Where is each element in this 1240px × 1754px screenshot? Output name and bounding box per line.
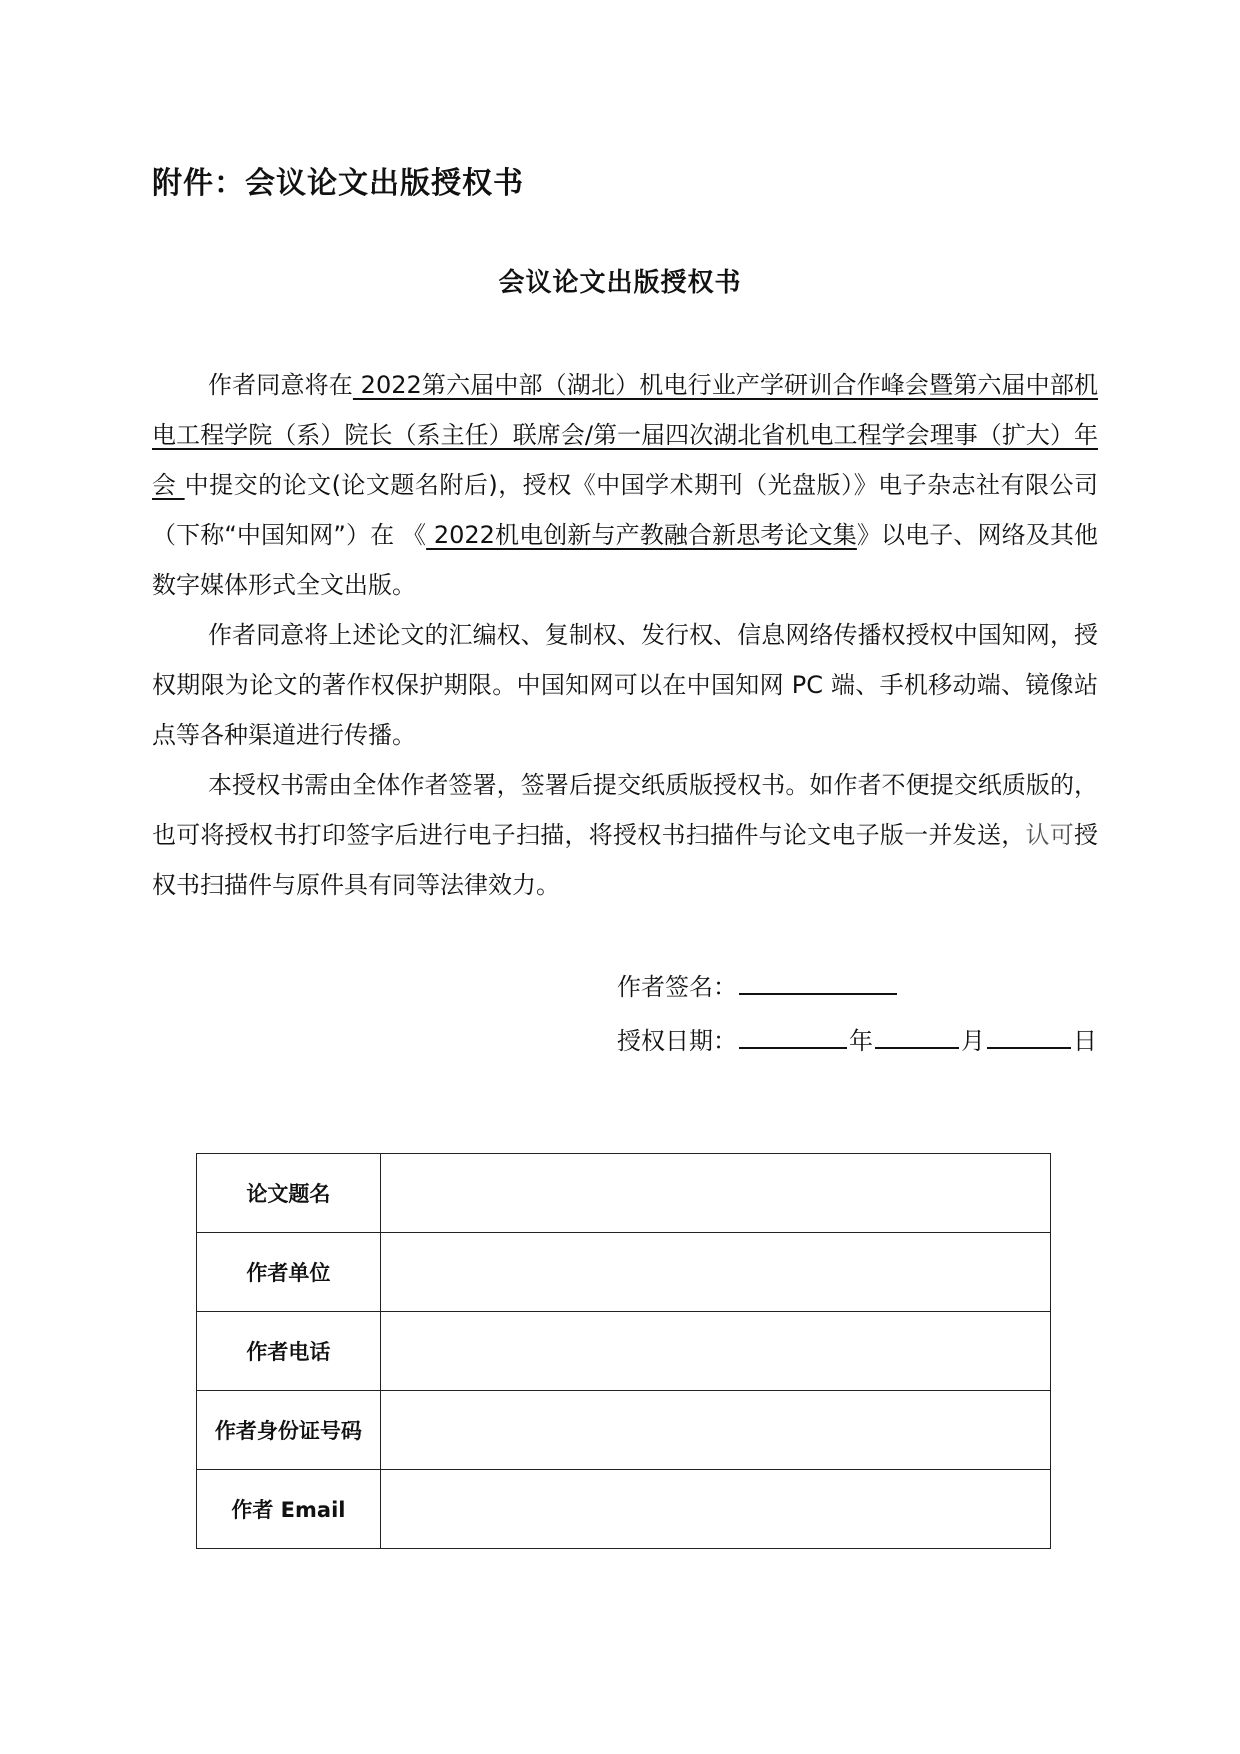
collection-name: 2022机电创新与产教融合新思考论文集 (426, 521, 857, 549)
table-row (197, 1233, 1051, 1312)
signer-row (617, 960, 1097, 1014)
author-phone-label: 作者电话 (197, 1312, 381, 1391)
month-blank[interactable] (875, 1021, 959, 1049)
date-row (617, 1014, 1097, 1068)
table-row (197, 1391, 1051, 1470)
author-email-field[interactable] (380, 1470, 1050, 1549)
paper-title-label: 论文题名 (197, 1154, 381, 1233)
paragraph-1-end: 》以电子、网络及其他数字媒体形式全文出版。 (152, 521, 1098, 599)
conference-name: 2022第六届中部（湖北）机电行业产学研训合作峰会暨第六届中部机电工程学院（系）院长（系主任）联席会/第一届四次湖北省机电工程学会理事（扩大）年会 (152, 371, 1098, 499)
signer-blank[interactable] (739, 967, 897, 995)
paragraph-3-start: 本授权书需由全体作者签署，签署后提交纸质版授权书。如作者不便提交纸质版的，也可将授权书打印签字后进行电子扫描，将授权书扫描件与论文电子版一并发送， (152, 771, 1098, 849)
paragraph-1 (152, 360, 1098, 610)
paragraph-2: 作者同意将上述论文的汇编权、复制权、发行权、信息网络传播权授权中国知网，授权期限为论文的著作权保护期限。中国知网可以在中国知网 PC 端、手机移动端、镜像站点等各种渠道进行传播。 (152, 621, 1098, 749)
paragraph-1-intro: 作者同意将在 (208, 371, 353, 399)
signature-block (617, 960, 1097, 1068)
author-phone-field[interactable] (380, 1312, 1050, 1391)
paragraph-3-end: 授权书扫描件与原件具有同等法律效力。 (152, 821, 1099, 899)
author-id-label: 作者身份证号码 (197, 1391, 381, 1470)
paragraph-3 (152, 760, 1098, 910)
paragraph-1-middle: 中提交的论文(论文题名附后)，授权《中国学术期刊（光盘版）》电子杂志社有限公司（下称“中国知网”）在 《 (152, 471, 1098, 549)
signer-label: 作者签名： (617, 973, 737, 1001)
day-label: 日 (1073, 1027, 1097, 1055)
document-title: 会议论文出版授权书 (498, 268, 742, 298)
table-row (197, 1154, 1051, 1233)
paper-info-table (196, 1153, 1051, 1549)
year-blank[interactable] (739, 1021, 847, 1049)
date-label: 授权日期： (617, 1027, 737, 1055)
attachment-heading: 附件：会议论文出版授权书 (152, 166, 524, 201)
paragraph-3-muted: 认可 (1025, 821, 1075, 849)
year-label: 年 (849, 1027, 873, 1055)
authorization-body (152, 360, 1098, 910)
month-label: 月 (961, 1027, 985, 1055)
author-affiliation-field[interactable] (380, 1233, 1050, 1312)
table-row (197, 1470, 1051, 1549)
day-blank[interactable] (987, 1021, 1071, 1049)
author-id-field[interactable] (380, 1391, 1050, 1470)
author-email-label: 作者 Email (197, 1470, 381, 1549)
table-row (197, 1312, 1051, 1391)
author-affiliation-label: 作者单位 (197, 1233, 381, 1312)
paper-title-field[interactable] (380, 1154, 1050, 1233)
